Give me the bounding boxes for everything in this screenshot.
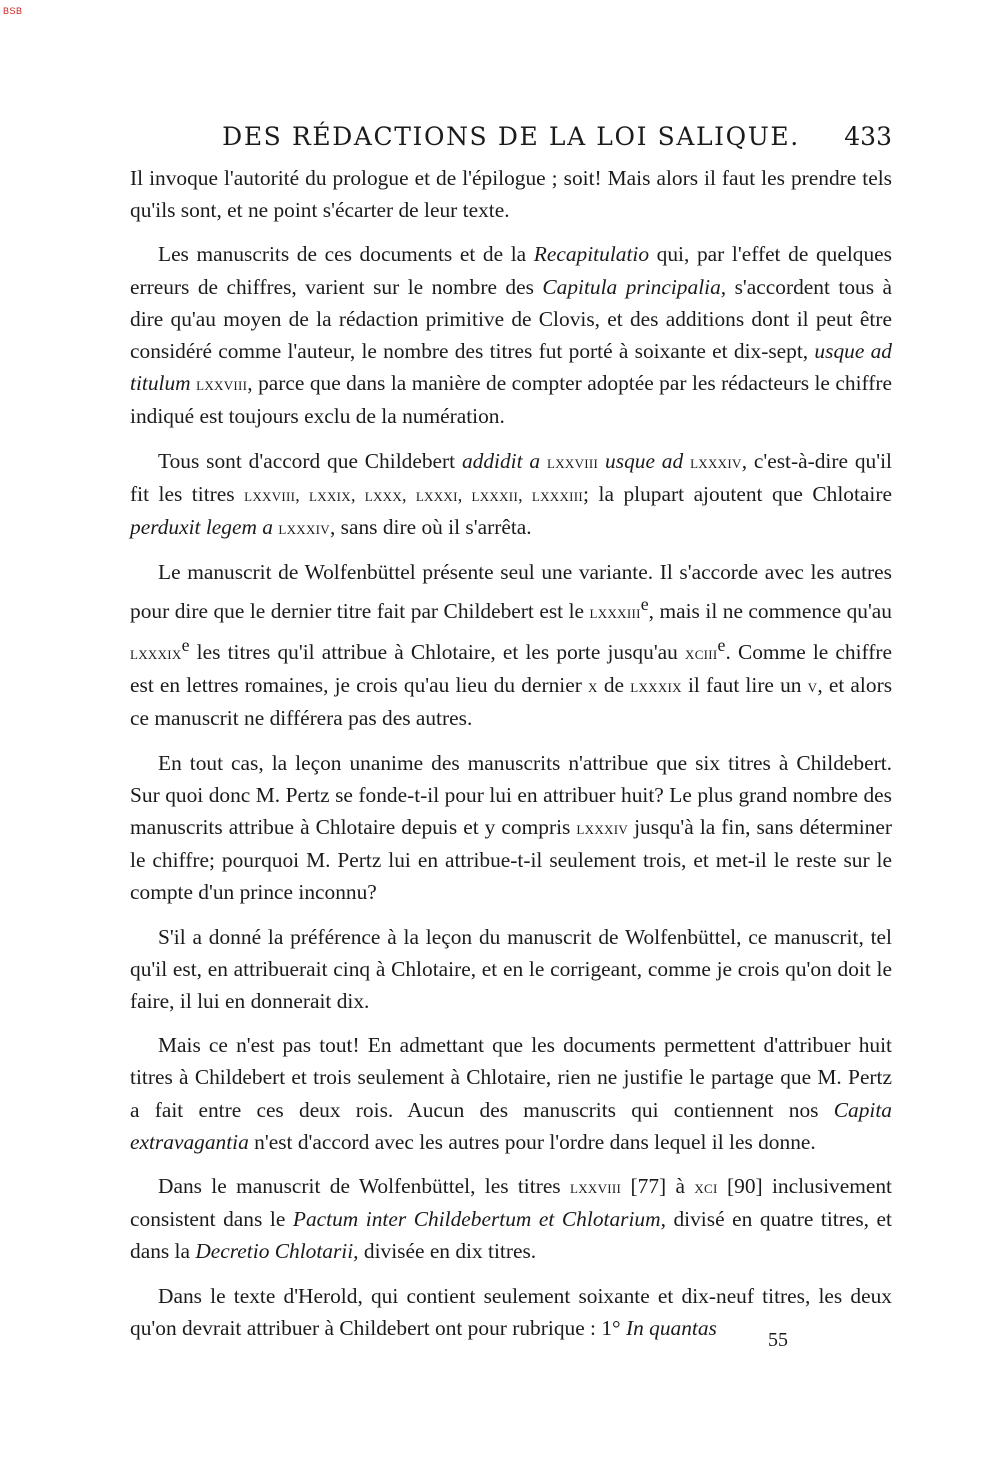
roman-numeral: lxxxiii (589, 602, 641, 623)
paragraph-6: S'il a donné la préférence à la leçon du manuscrit de Wolfenbüttel, ce manuscrit, tel qu'il est, en attribuerait cinq à Chlotaire, et en le corrigeant, comme je crois qu'on doit le faire, il lui en donnerait dix. (130, 924, 892, 1013)
roman-numeral: lxxviii, lxxix, lxxx, lxxxi, lxxxii, lxxxiii (244, 484, 584, 505)
paragraph-4: Le manuscrit de Wolfenbüttel présente seul une variante. Il s'accorde avec les autres pour dire que le dernier titre fait par Childebert est le lxxxiii$^e$, mais il ne commence qu'au lxxxix$^e$ les titres qu'il attribue à Chlotaire, et les porte jusqu'au xciii$^e$. Comme le chiffre est en lettres romaines, je crois qu'au lieu du dernier x de lxxxix il faut lire un v, et alors ce manuscrit ne différera pas des autres. (130, 560, 893, 731)
italic-run: In quantas (625, 1315, 717, 1340)
roman-numeral: lxxviii (196, 374, 248, 395)
italic-run: usque ad titulum (130, 339, 892, 396)
roman-numeral: lxxviii (546, 451, 599, 472)
library-watermark: BSB (3, 6, 23, 16)
ordinal-superscript: e (640, 594, 649, 615)
roman-numeral: lxxxiv (690, 451, 742, 472)
italic-run: addidit a (461, 448, 541, 473)
paragraph-9: Dans le texte d'Herold, qui contient seulement soixante et dix-neuf titres, les deux qu'on devrait attribuer à Childebert ont pour rubrique : 1° In quantas (130, 1283, 892, 1340)
roman-numeral: xci (694, 1176, 718, 1197)
roman-numeral: lxxxiv (278, 518, 330, 539)
roman-numeral: xciii (685, 642, 718, 663)
roman-numeral: lxxxix (630, 676, 682, 697)
roman-numeral: lxxviii (569, 1176, 622, 1197)
paragraph-5: En tout cas, la leçon unanime des manuscrits n'attribue que six titres à Childebert. Sur quoi donc M. Pertz se fonde-t-il pour lui en attribuer huit? Le plus grand nombre des manuscrits attribue à Chlotaire depuis et y compris lxxxiv jusqu'à la fin, sans déterminer le chiffre; pourquoi M. Pertz lui en attribue-t-il seulement trois, et met-il le reste sur le compte d'un prince inconnu? (130, 750, 892, 905)
italic-run: perduxit legem a (130, 515, 273, 540)
italic-run: usque ad (605, 448, 684, 473)
italic-run: Capitula principalia, (542, 274, 727, 299)
paragraph-7: Mais ce n'est pas tout! En admettant que les documents permettent d'attribuer huit titres à Childebert et trois seulement à Chlotaire, rien ne justifie le partage que M. Pertz a fait entre ces deux rois. Aucun des manuscrits qui contiennent nos Capita extravagantia n'est d'accord avec les autres pour l'ordre dans lequel il les donne. (130, 1033, 892, 1154)
italic-run: Decretio Chlotarii, (195, 1239, 359, 1264)
running-title: DES RÉDACTIONS DE LA LOI SALIQUE. (222, 122, 800, 151)
running-header (130, 120, 892, 154)
signature-mark: 55 (768, 1329, 788, 1351)
paragraph-3: Tous sont d'accord que Childebert addidit a lxxviii usque ad lxxxiv, c'est-à-dire qu'il fit les titres lxxviii, lxxix, lxxx, lxxxi, lxxxii, lxxxiii; la plupart ajoutent que Chlotaire perduxit legem a lxxxiv, sans dire où il s'arrêta. (130, 448, 892, 540)
ordinal-superscript: e (181, 634, 190, 655)
paragraph-2: Les manuscrits de ces documents et de la Recapitulatio qui, par l'effet de quelques erreurs de chiffres, varient sur le nombre des Capitula principalia, s'accordent tous à dire qu'au moyen de la rédaction primitive de Clovis, et des additions dont il peut être considéré comme l'auteur, le nombre des titres fut porté à soixante et dix-sept, usque ad titulum lxxviii, parce que dans la manière de compter adoptée par les rédacteurs le chiffre indiqué est toujours exclu de la numération. (130, 242, 892, 429)
roman-numeral: v (807, 676, 818, 697)
roman-numeral: x (588, 676, 598, 697)
paragraph-1: Il invoque l'autorité du prologue et de l'épilogue ; soit! Mais alors il faut les prendre tels qu'ils sont, et ne point s'écarter de leur texte. (130, 166, 892, 223)
paragraph-8: Dans le manuscrit de Wolfenbüttel, les titres lxxviii [77] à xci [90] inclusivement consistent dans le Pactum inter Childebertum et Chlotarium, divisé en quatre titres, et dans la Decretio Chlotarii, divisée en dix titres. (130, 1173, 892, 1264)
body-text (130, 162, 892, 1356)
page-number: 433 (844, 122, 892, 151)
roman-numeral: lxxxix (130, 642, 182, 663)
italic-run: Pactum inter Childebertum et Chlotarium, (292, 1207, 666, 1232)
ordinal-superscript: e (717, 634, 726, 655)
italic-run: Recapitulatio (533, 242, 650, 267)
italic-run: Capita extravagantia (130, 1097, 892, 1154)
roman-numeral: lxxxiv (576, 817, 629, 838)
